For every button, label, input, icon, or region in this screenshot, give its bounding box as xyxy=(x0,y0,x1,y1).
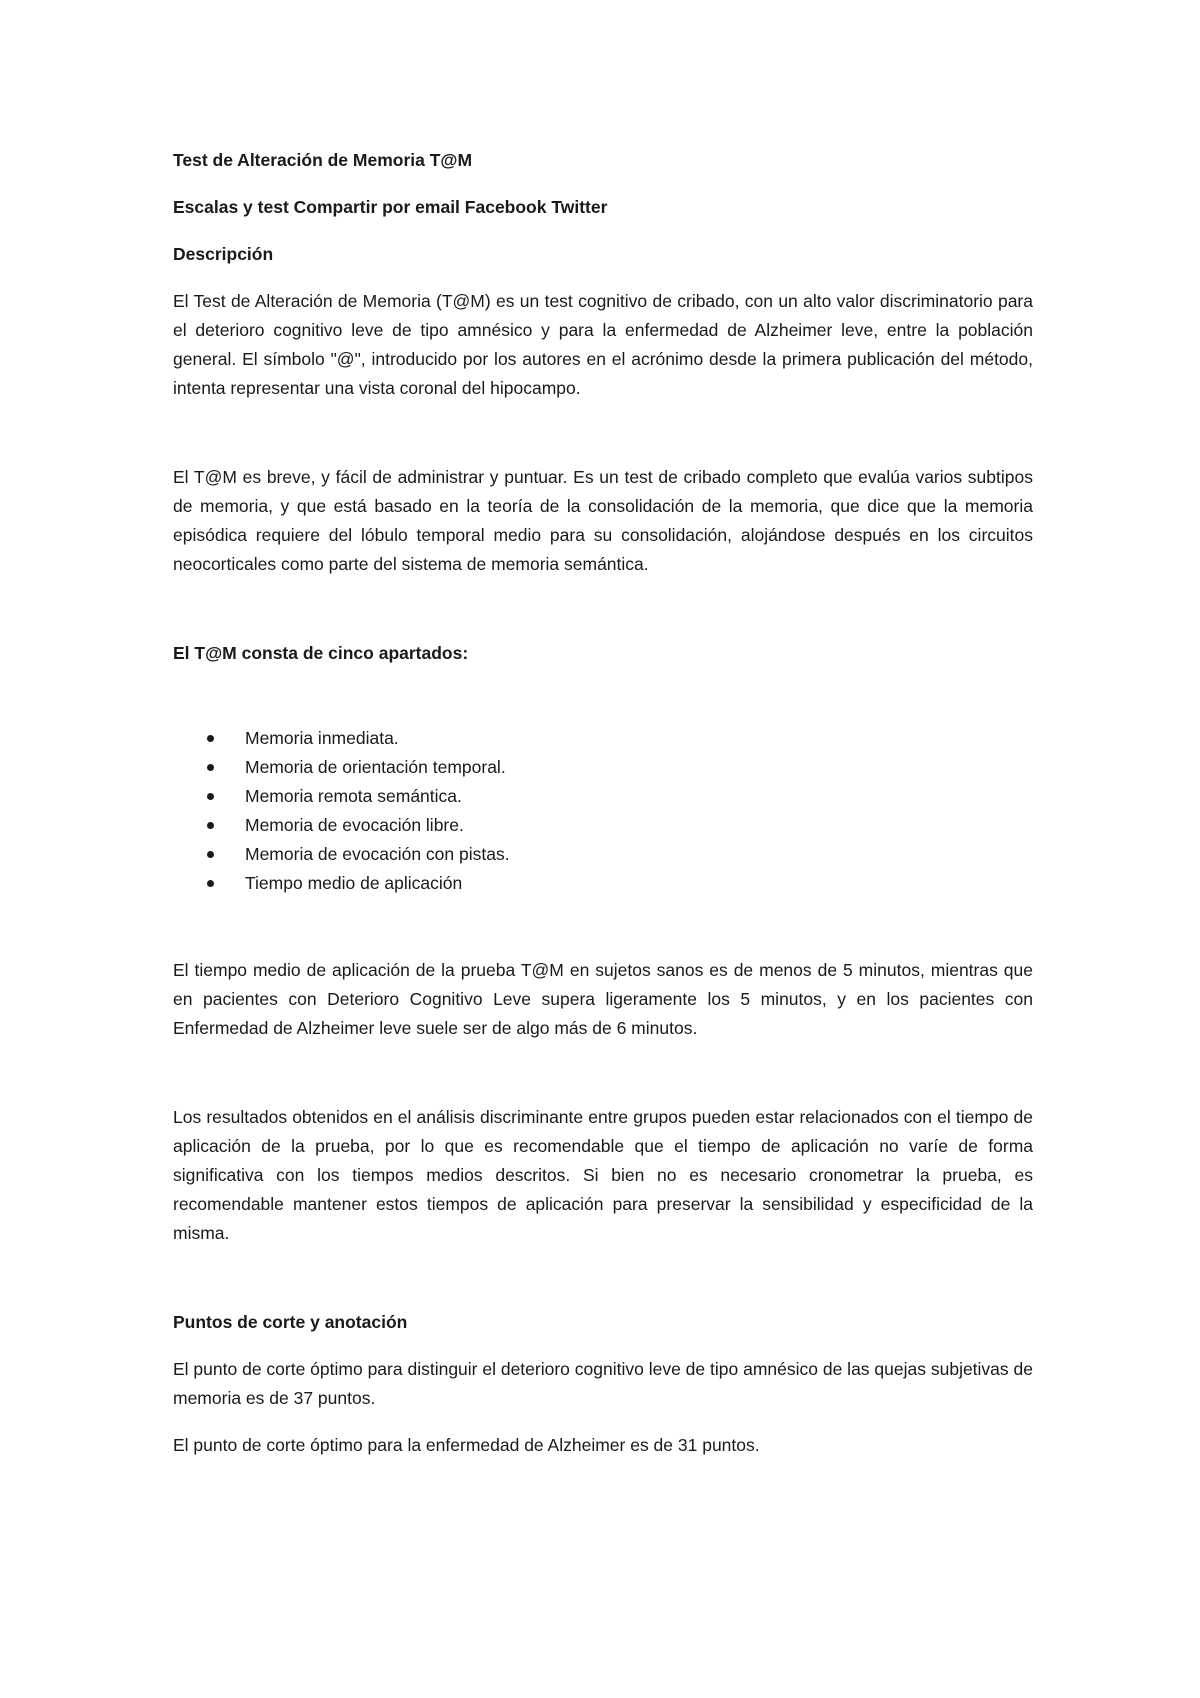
list-item-label: Memoria inmediata. xyxy=(245,728,399,748)
paragraph-overview: El T@M es breve, y fácil de administrar y puntuar. Es un test de cribado completo que evalúa varios subtipos de memoria, y que está basado en la teoría de la consolidación de la memoria, que dice que la memoria episódica requiere del lóbulo temporal medio para su consolidación, alojándose después en los circuitos neocorticales como parte del sistema de memoria semántica. xyxy=(173,467,1033,574)
list-item-label: Memoria de evocación con pistas. xyxy=(245,844,510,864)
paragraph-results: Los resultados obtenidos en el análisis discriminante entre grupos pueden estar relacionados con el tiempo de aplicación de la prueba, por lo que es recomendable que el tiempo de aplicación no varíe de forma significativa con los tiempos medios descritos. Si bien no es necesario cronometrar la prueba, es recomendable mantener estos tiempos de aplicación para preservar la sensibilidad y especificidad de la misma. xyxy=(173,1107,1033,1243)
bullet-icon xyxy=(207,851,214,858)
spacer xyxy=(173,403,1033,463)
document-subtitle: Escalas y test Compartir por email Facebook Twitter xyxy=(173,197,608,217)
sections-heading: El T@M consta de cinco apartados: xyxy=(173,643,469,663)
paragraph-cutoff-alzheimer: El punto de corte óptimo para la enfermedad de Alzheimer es de 31 puntos. xyxy=(173,1435,760,1455)
bullet-icon xyxy=(207,822,214,829)
list-item-label: Memoria remota semántica. xyxy=(245,786,462,806)
bullet-icon xyxy=(207,880,214,887)
spacer xyxy=(173,579,1033,639)
spacer xyxy=(173,668,1033,724)
list-item xyxy=(207,869,1033,898)
list-item xyxy=(207,782,1033,811)
list-item-label: Memoria de orientación temporal. xyxy=(245,757,506,777)
paragraph-intro: El Test de Alteración de Memoria (T@M) es un test cognitivo de cribado, con un alto valor discriminatorio para el deterioro cognitivo leve de tipo amnésico y para la enfermedad de Alzheimer leve, entre la población general. El símbolo "@", introducido por los autores en el acrónimo desde la primera publicación del método, intenta representar una vista coronal del hipocampo. xyxy=(173,291,1033,398)
list-item-label: Memoria de evocación libre. xyxy=(245,815,464,835)
list-item xyxy=(207,840,1033,869)
bullet-icon xyxy=(207,764,214,771)
description-heading: Descripción xyxy=(173,244,274,264)
spacer xyxy=(173,1043,1033,1103)
cutoff-heading: Puntos de corte y anotación xyxy=(173,1312,408,1332)
spacer xyxy=(173,1248,1033,1308)
bullet-icon xyxy=(207,793,214,800)
document-page xyxy=(173,146,1033,1460)
list-item xyxy=(207,753,1033,782)
list-item xyxy=(207,811,1033,840)
bullet-icon xyxy=(207,735,214,742)
paragraph-cutoff-mci: El punto de corte óptimo para distinguir el deterioro cognitivo leve de tipo amnésico de las quejas subjetivas de memoria es de 37 puntos. xyxy=(173,1359,1033,1408)
paragraph-timing: El tiempo medio de aplicación de la prueba T@M en sujetos sanos es de menos de 5 minutos, mientras que en pacientes con Deterioro Cognitivo Leve supera ligeramente los 5 minutos, y en los pacientes con Enfermedad de Alzheimer leve suele ser de algo más de 6 minutos. xyxy=(173,960,1033,1038)
document-title: Test de Alteración de Memoria T@M xyxy=(173,150,473,170)
spacer xyxy=(173,898,1033,956)
list-item-label: Tiempo medio de aplicación xyxy=(245,873,463,893)
list-item xyxy=(207,724,1033,753)
sections-list xyxy=(173,724,1033,898)
